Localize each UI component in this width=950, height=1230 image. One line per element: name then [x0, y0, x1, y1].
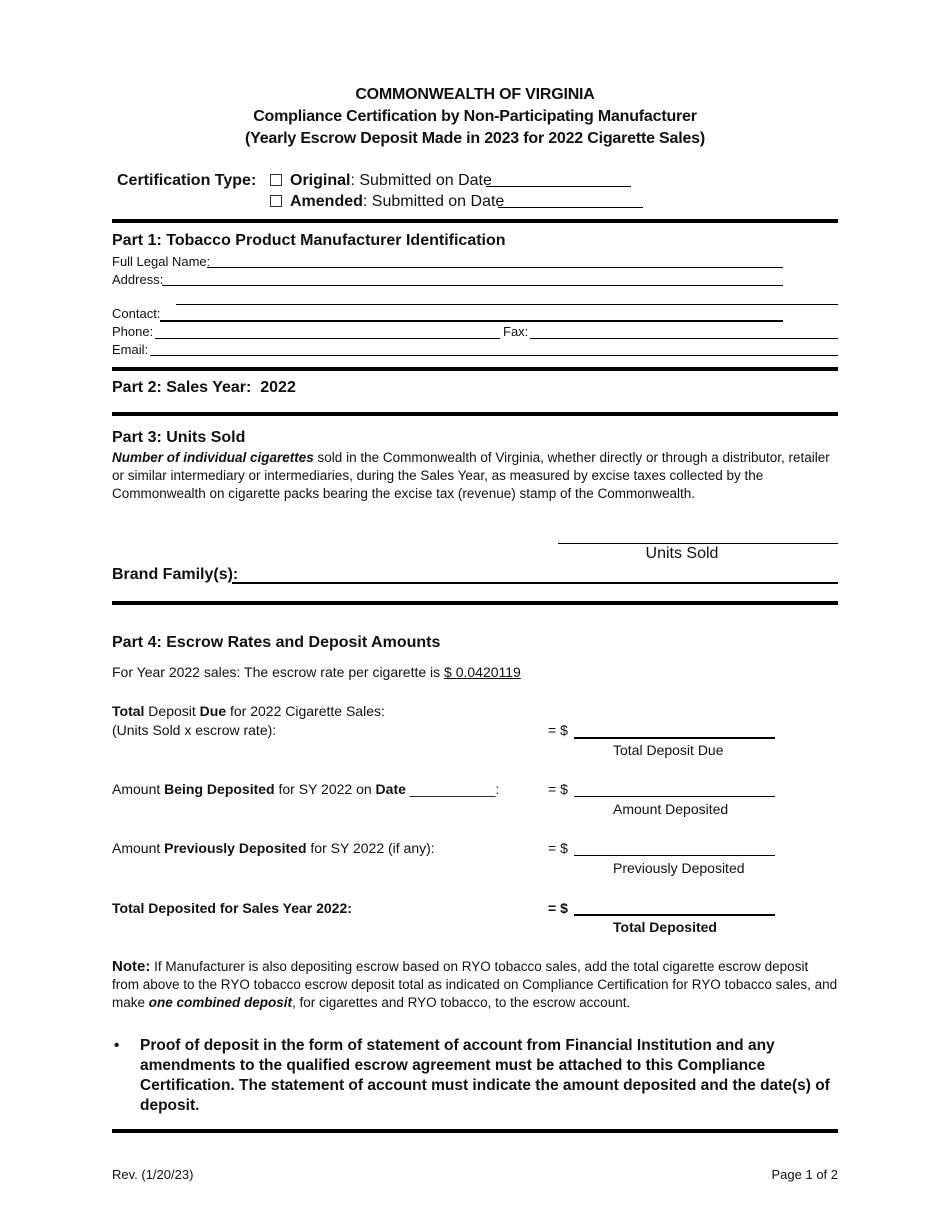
- proof-bullet: •: [114, 1037, 120, 1054]
- doc-subtitle-2: (Yearly Escrow Deposit Made in 2023 for 2022 Cigarette Sales): [244, 130, 705, 147]
- address-label: Address:: [112, 272, 164, 287]
- amended-checkbox[interactable]: [270, 195, 282, 207]
- revision-label: Rev. (1/20/23): [112, 1167, 194, 1182]
- amended-label: Amended: [290, 193, 363, 210]
- address-line-2[interactable]: [176, 304, 838, 305]
- doc-subtitle: Compliance Certification by Non-Participating Manufacturer: [253, 108, 697, 125]
- note-text-1: If Manufacturer is also depositing escrow based on RYO tobacco sales, add the total cigarette escrow deposit from above to the RYO tobacco escrow deposit total as indicated on Compliance Certification for RYO tobacco sales, and make: [112, 959, 838, 1010]
- original-option[interactable]: [270, 172, 492, 190]
- units-sold-line[interactable]: [558, 543, 838, 544]
- total-deposited-label: Total Deposited: [613, 919, 717, 935]
- note-paragraph: [112, 958, 838, 1012]
- part3-description: [112, 449, 838, 503]
- equals-sign: = $: [548, 840, 568, 856]
- section-divider: [112, 601, 838, 605]
- email-label: Email:: [112, 342, 149, 357]
- proof-of-deposit-text: Proof of deposit in the form of statement of account from Financial Institution and any amendments to the qualified escrow agreement must be attached to this Compliance Certification. The statement of account must indicate the amount deposited and the date(s) of deposit.: [140, 1037, 830, 1114]
- full-legal-name-label: Full Legal Name:: [112, 254, 211, 269]
- total-deposited-text: Total Deposited for Sales Year 2022:: [112, 900, 352, 916]
- original-date-line[interactable]: [486, 186, 631, 187]
- previously-deposited-word: Previously Deposited: [164, 840, 307, 856]
- part3-title: Part 3: Units Sold: [112, 429, 246, 446]
- brand-family-label: Brand Family(s):: [112, 566, 239, 583]
- section-divider: [112, 1129, 838, 1133]
- section-divider: [112, 219, 838, 223]
- email-field[interactable]: [150, 355, 838, 356]
- total-deposit-due-field[interactable]: [574, 737, 775, 739]
- part1-title: Part 1: Tobacco Product Manufacturer Identification: [112, 232, 506, 249]
- date-blank: ___________:: [405, 781, 500, 797]
- date-word: Date: [375, 781, 406, 797]
- amended-date-line[interactable]: [498, 207, 643, 208]
- total-word: Total: [112, 703, 145, 719]
- amount-word: Amount: [112, 781, 165, 797]
- note-text-2: , for cigarettes and RYO tobacco, to the escrow account.: [292, 995, 631, 1010]
- previously-deposited-field[interactable]: [574, 855, 775, 856]
- part2-label: Part 2: Sales Year:: [112, 379, 252, 396]
- original-checkbox[interactable]: [270, 174, 282, 186]
- section-divider: [112, 412, 838, 416]
- contact-label: Contact:: [112, 306, 161, 321]
- certification-type-label: Certification Type:: [117, 172, 257, 189]
- due-word: Due: [199, 703, 227, 719]
- fax-label: Fax:: [503, 324, 529, 339]
- fax-field[interactable]: [530, 338, 838, 339]
- deposit-word: Deposit: [144, 703, 200, 719]
- total-deposit-due-label: Total Deposit Due: [613, 742, 724, 758]
- part3-description-text: sold in the Commonwealth of Virginia, whether directly or through a distributor, retailer or similar intermediary or intermediaries, during the Sales Year, as measured by excise taxes collected by the Commonwealth on cigarette packs bearing the excise tax (revenue) stamp of the Commonwealth.: [112, 450, 830, 501]
- doc-title: COMMONWEALTH OF VIRGINIA: [355, 86, 595, 103]
- prev-rest: for SY 2022 (if any):: [306, 840, 435, 856]
- escrow-rate-text: [112, 664, 521, 680]
- part4-title: Part 4: Escrow Rates and Deposit Amounts: [112, 634, 441, 651]
- being-mid: for SY 2022 on: [274, 781, 376, 797]
- part3-description-emphasis: Number of individual cigarettes: [112, 450, 314, 465]
- amount-deposited-label: Amount Deposited: [613, 801, 729, 817]
- original-submitted-label: : Submitted on Date: [350, 172, 492, 189]
- equals-sign: = $: [548, 722, 568, 738]
- note-label: Note:: [112, 958, 151, 975]
- amount-being-deposited-text: [112, 781, 499, 797]
- brand-family-field[interactable]: [232, 582, 838, 584]
- total-due-rest: for 2022 Cigarette Sales:: [226, 703, 385, 719]
- escrow-rate-label: For Year 2022 sales: The escrow rate per cigarette is: [112, 664, 441, 680]
- original-label: Original: [290, 172, 351, 189]
- amount-deposited-field[interactable]: [574, 796, 775, 797]
- phone-field[interactable]: [155, 338, 500, 339]
- total-deposited-field[interactable]: [574, 914, 775, 916]
- total-deposit-due-formula: (Units Sold x escrow rate):: [112, 722, 277, 738]
- section-divider: [112, 367, 838, 371]
- full-legal-name-field[interactable]: [207, 267, 783, 268]
- phone-label: Phone:: [112, 324, 154, 339]
- amended-option[interactable]: [270, 193, 504, 211]
- note-emphasis: one combined deposit: [148, 995, 293, 1010]
- units-sold-label: Units Sold: [645, 545, 719, 562]
- part2-title: [112, 379, 296, 397]
- previously-deposited-label: Previously Deposited: [613, 860, 745, 876]
- address-field[interactable]: [162, 285, 783, 286]
- amended-submitted-label: : Submitted on Date: [362, 193, 505, 210]
- being-deposited-word: Being Deposited: [164, 781, 275, 797]
- contact-field[interactable]: [160, 320, 783, 322]
- equals-sign: = $: [548, 900, 568, 916]
- page-number: Page 1 of 2: [771, 1167, 838, 1182]
- equals-sign: = $: [548, 781, 568, 797]
- escrow-rate-value: $ 0.0420119: [444, 664, 521, 680]
- sales-year-value: 2022: [260, 379, 296, 396]
- previously-deposited-text: [112, 840, 435, 856]
- amount-word: Amount: [112, 840, 165, 856]
- total-deposit-due-text: [112, 703, 385, 719]
